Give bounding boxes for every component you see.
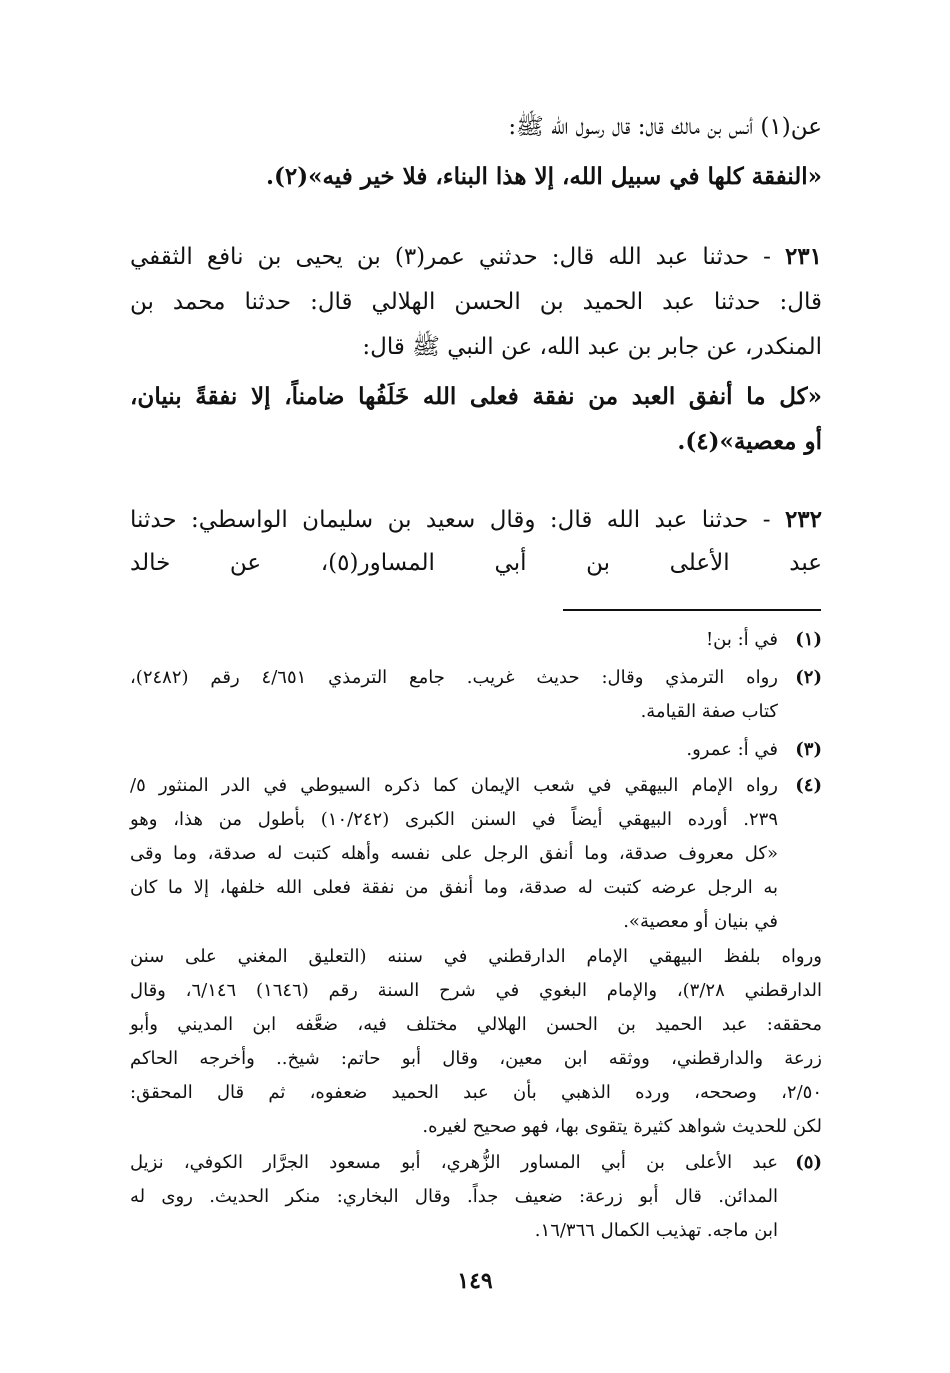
- footnote-number: (٤): [795, 775, 822, 796]
- footnote-number: (٢): [795, 667, 822, 688]
- footnote-text: في أ: بن!: [705, 629, 778, 650]
- footnote-number: (٥): [795, 1152, 822, 1173]
- footnote-text: رواه الإمام البيهقي في شعب الإيمان كما ذكره السيوطي في الدر المنثور ٥/: [130, 775, 778, 796]
- text-line: عبد الأعلى بن أبي المساور(٥)، عن خالد: [130, 550, 822, 576]
- page-number: ١٤٩: [457, 1268, 493, 1294]
- text-line: قال: حدثنا عبد الحميد بن الحسن الهلالي قال: حدثنا محمد بن: [130, 289, 822, 315]
- hadith-232-line-1: [130, 505, 822, 535]
- footnote-text: في بنيان أو معصية».: [623, 911, 778, 932]
- hadith-231-line-1: [130, 242, 822, 272]
- hadith-text: «كل ما أنفق العبد من نفقة فعلى الله خَلَفُها ضامناً، إلا نفقةً بنيان،: [130, 383, 822, 410]
- hadith-text: أو معصية»(٤).: [677, 428, 822, 455]
- footnote-divider: [563, 609, 821, 611]
- footnote-text: محققه: عبد الحميد بن الحسن الهلالي مختلف فيه، ضعَّفه ابن المديني وأبو: [130, 1014, 822, 1035]
- footnote-text: الدارقطني ٣/٢٨)، والإمام البغوي في شرح السنة رقم (١٦٤٦) ٦/١٤٦، وقال: [130, 980, 822, 1001]
- footnote-text: ورواه بلفظ البيهقي الإمام الدارقطني في سننه (التعليق المغني على سنن: [130, 946, 822, 967]
- hadith-text: «النفقة كلها في سبيل الله، إلا هذا البناء، فلا خير فيه»(٢).: [265, 163, 822, 190]
- footnote-text: ٢٣٩. أورده البيهقي أيضاً في السنن الكبرى (١٠/٢٤٢) بأطول من هذا، وهو: [130, 809, 779, 830]
- isnad-text: - حدثنا عبد الله قال: وقال سعيد بن سليمان الواسطي: حدثنا: [130, 507, 771, 533]
- footnote-text: رواه الترمذي وقال: حديث غريب. جامع الترمذي ٤/٦٥١ رقم (٢٤٨٢)،: [130, 667, 778, 688]
- isnad-text: - حدثنا عبد الله قال: حدثني عمر(٣) بن يحيى بن نافع الثقفي: [130, 244, 771, 270]
- footnote-text: «كل معروف صدقة، وما أنفق الرجل على نفسه وأهله كتبت له صدقة، وما وقى: [130, 843, 778, 864]
- hadith-number: ٢٣٢: [784, 506, 822, 533]
- text-line: عن(١) أنس بن مالك قال: قال رسول الله ﷺ:: [508, 114, 822, 140]
- footnote-text: ابن ماجه. تهذيب الكمال ١٦/٣٦٦.: [534, 1220, 778, 1241]
- footnote-text: المدائن. قال أبو زرعة: ضعيف جداً. وقال البخاري: منكر الحديث. روى له: [130, 1186, 778, 1207]
- footnote-text: به الرجل عرضه كتبت له صدقة، وما أنفق من نفقة فعلى الله خلفها، إلا ما كان: [130, 877, 778, 898]
- footnote-text: عبد الأعلى بن أبي المساور الزُّهري، أبو مسعود الجرَّار الكوفي، نزيل: [130, 1152, 778, 1173]
- footnote-number: (١): [795, 629, 822, 650]
- footnote-number: (٣): [795, 739, 822, 760]
- footnote-text: في أ: عمرو.: [686, 739, 778, 760]
- hadith-number: ٢٣١: [784, 243, 822, 270]
- footnote-text: زرعة والدارقطني، ووثقه ابن معين، وقال أبو حاتم: شيخ.. وأخرجه الحاكم: [130, 1048, 822, 1069]
- footnote-text: ٢/٥٠، وصححه، ورده الذهبي بأن عبد الحميد ضعفوه، ثم قال المحقق:: [130, 1082, 822, 1103]
- footnote-text: لكن للحديث شواهد كثيرة يتقوى بها، فهو صحيح لغيره.: [422, 1116, 822, 1137]
- footnote-text: كتاب صفة القيامة.: [640, 701, 778, 722]
- text-line: المنكدر، عن جابر بن عبد الله، عن النبي ﷺ قال:: [362, 334, 822, 360]
